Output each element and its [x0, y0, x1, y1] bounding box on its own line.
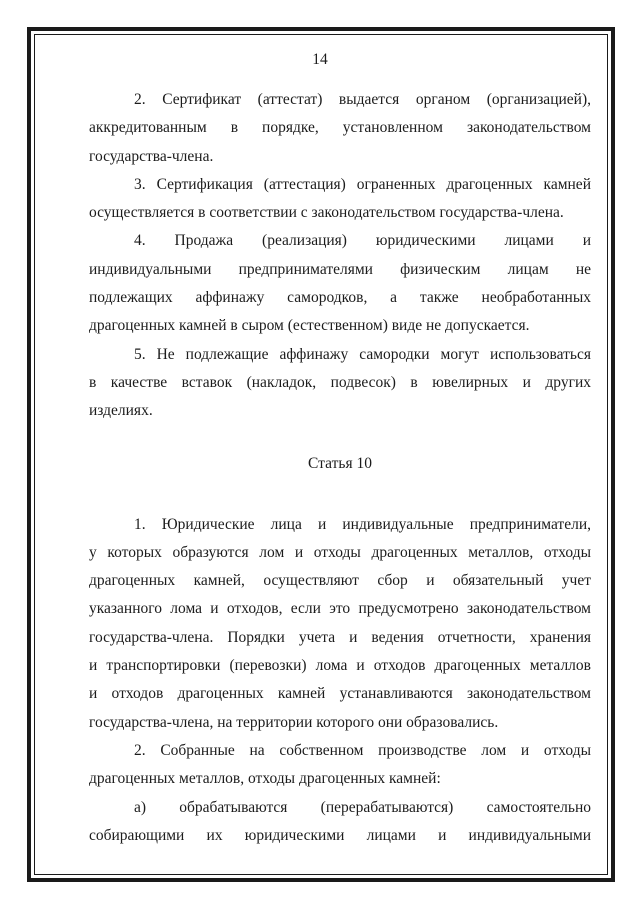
paragraph-a2 [89, 737, 591, 794]
paragraph-p4 [89, 227, 591, 340]
text-line: у которых образуются лом и отходы драгоценных металлов, отходы [89, 543, 591, 561]
text-line: драгоценных металлов, отходы драгоценных камней: [89, 770, 441, 788]
text-line: и отходов драгоценных камней устанавливаются законодательством [89, 685, 591, 703]
paragraph-p5 [89, 341, 591, 426]
text-line: драгоценных камней, осуществляют сбор и обязательный учет [89, 572, 591, 590]
paragraphs-top [89, 86, 591, 426]
text-line: изделиях. [89, 402, 153, 420]
text-line: осуществляется в соответствии с законодательством государства-члена. [89, 204, 564, 222]
paragraph-p3 [89, 171, 591, 228]
text-line: государства-члена. Порядки учета и ведения отчетности, хранения [89, 628, 591, 646]
text-line: драгоценных камней в сыром (естественном) виде не допускается. [89, 317, 530, 335]
text-line: в качестве вставок (накладок, подвесок) в ювелирных и других [89, 373, 591, 391]
text-line: 2. Собранные на собственном производстве лом и отходы [134, 741, 591, 759]
text-line: подлежащих аффинажу самородков, а также необработанных [89, 289, 591, 307]
text-line: аккредитованным в порядке, установленном законодательством [89, 119, 591, 137]
text-line: собирающими их юридическими лицами и индивидуальными [89, 826, 591, 844]
text-line: государства-члена. [89, 147, 214, 165]
text-line: а) обрабатываются (перерабатываются) самостоятельно [134, 798, 591, 816]
text-line: государства-члена, на территории которого они образовались. [89, 713, 499, 731]
text-line: указанного лома и отходов, если это предусмотрено законодательством [89, 600, 591, 618]
text-line: индивидуальными предпринимателями физическим лицам не [89, 260, 591, 278]
document-body [89, 86, 591, 850]
paragraphs-bottom [89, 511, 591, 851]
text-line: и транспортировки (перевозки) лома и отходов драгоценных металлов [89, 657, 591, 675]
text-line: 1. Юридические лица и индивидуальные предприниматели, [134, 515, 591, 533]
paragraph-a2a [89, 794, 591, 851]
article-heading-block [89, 426, 591, 511]
text-line: 3. Сертификация (аттестация) ограненных драгоценных камней [134, 175, 591, 193]
paragraph-a1 [89, 511, 591, 737]
page-number: 14 [312, 51, 328, 68]
article-heading: Статья 10 [308, 454, 372, 472]
text-line: 4. Продажа (реализация) юридическими лицами и [134, 232, 591, 250]
text-line: 2. Сертификат (аттестат) выдается органом (организацией), [134, 91, 591, 108]
text-line: 5. Не подлежащие аффинажу самородки могут использоваться [134, 345, 591, 363]
paragraph-p2 [89, 86, 591, 171]
